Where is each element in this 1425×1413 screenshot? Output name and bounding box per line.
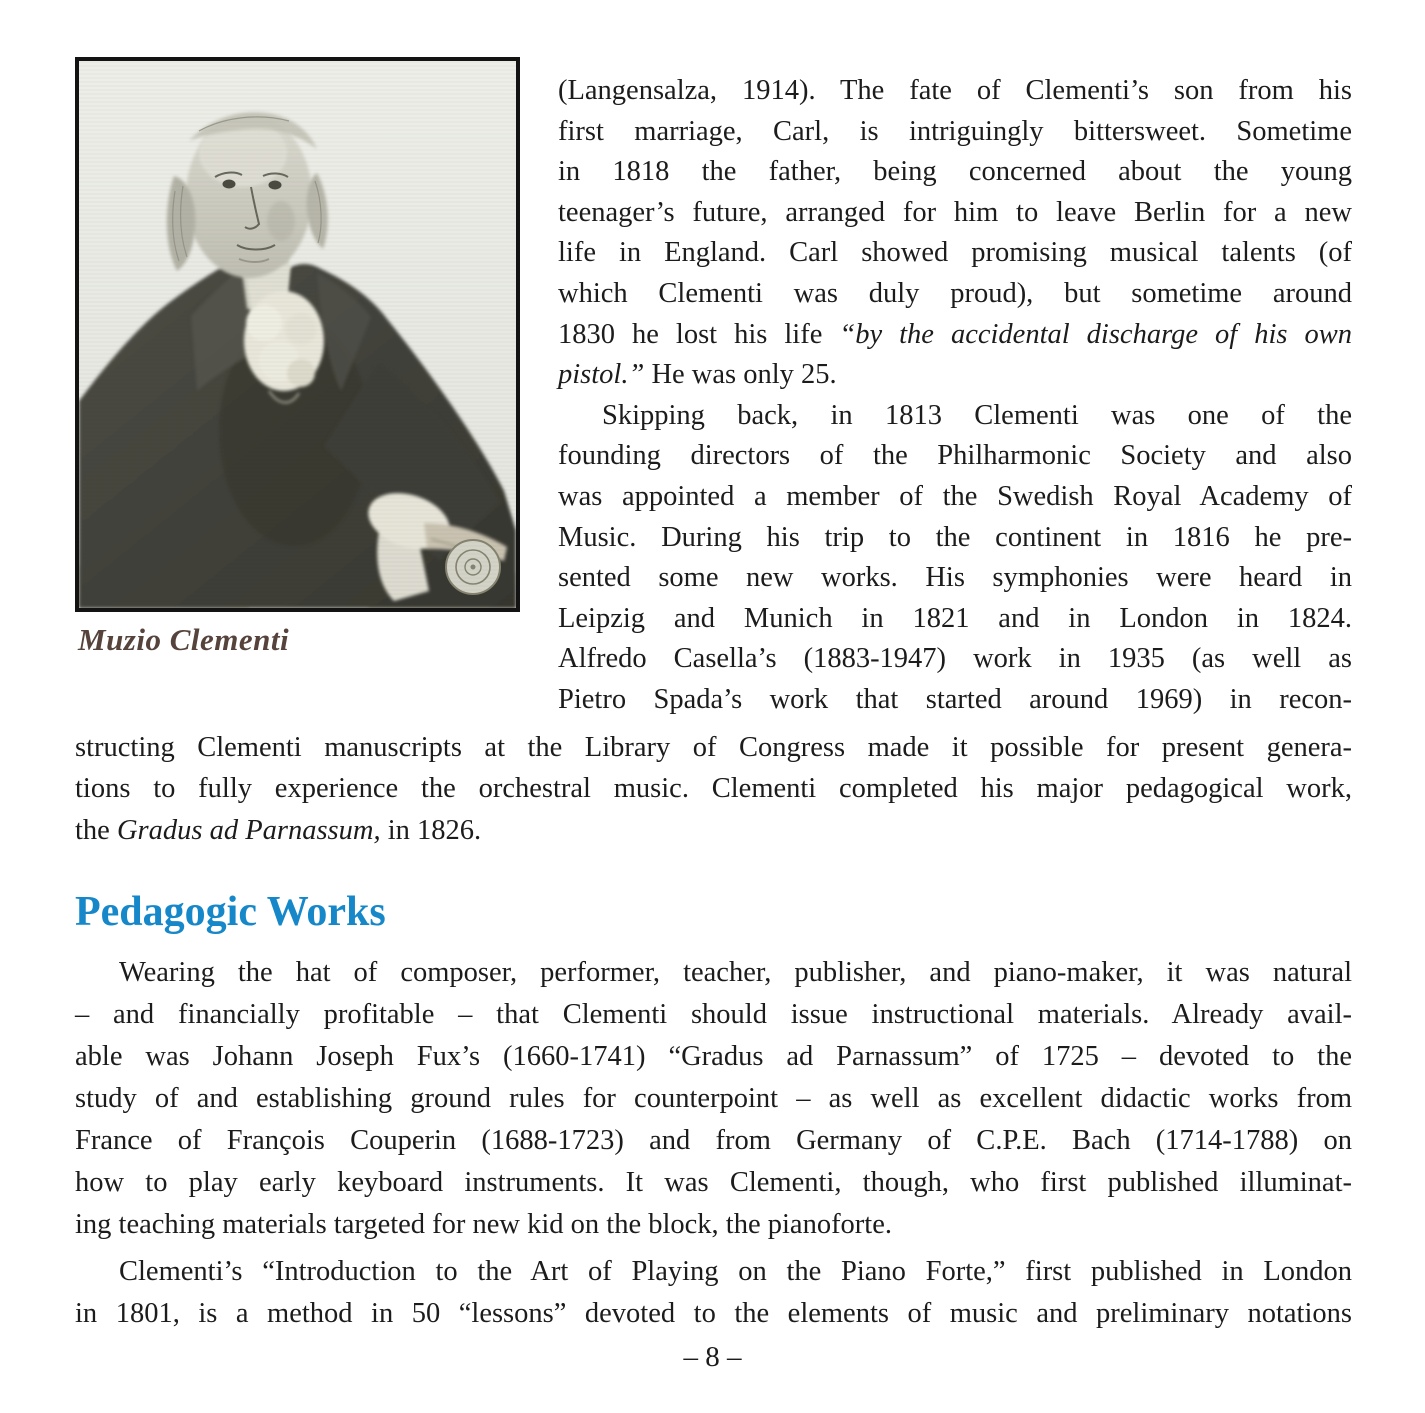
paragraph-closing [75, 1251, 1352, 1335]
text-line: first marriage, Carl, is intriguingly bittersweet. Sometime [558, 115, 1352, 147]
text-line: – and financially profitable – that Clementi should issue instructional materials. Already avail- [75, 999, 1352, 1030]
text-line: Pietro Spada’s work that started around 1969) in recon- [558, 683, 1352, 715]
body-continuation [75, 727, 1352, 851]
text-line: able was Johann Joseph Fux’s (1660-1741) “Gradus ad Parnassum” of 1725 – devoted to the [75, 1041, 1352, 1072]
paragraph-pedagogic [75, 952, 1352, 1246]
text-line: the Gradus ad Parnassum, in 1826. [75, 814, 482, 846]
section-heading: Pedagogic Works [75, 889, 386, 935]
text-line: structing Clementi manuscripts at the Library of Congress made it possible for present genera- [75, 732, 1352, 763]
text-line: teenager’s future, arranged for him to leave Berlin for a new [558, 196, 1352, 228]
body-column [558, 71, 1352, 721]
text-line: tions to fully experience the orchestral music. Clementi completed his major pedagogical work, [75, 773, 1352, 805]
text-line: which Clementi was duly proud), but sometime around [558, 277, 1352, 309]
text-line: founding directors of the Philharmonic Society and also [558, 440, 1352, 472]
text-line: Music. During his trip to the continent in 1816 he pre- [558, 521, 1352, 553]
text-line: study of and establishing ground rules for counterpoint – as well as excellent didactic works from [75, 1083, 1352, 1114]
page-number: – 8 – [683, 1341, 742, 1373]
text-line: how to play early keyboard instruments. It was Clementi, though, who first published illuminat- [75, 1167, 1352, 1198]
text-line: Clementi’s “Introduction to the Art of Playing on the Piano Forte,” first published in London [119, 1256, 1352, 1287]
portrait-frame [75, 57, 520, 612]
clementi-portrait-engraving [79, 61, 516, 608]
text-line: (Langensalza, 1914). The fate of Clementi’s son from his [558, 75, 1352, 106]
text-line: ing teaching materials targeted for new kid on the block, the pianoforte. [75, 1209, 892, 1240]
text-line: life in England. Carl showed promising musical talents (of [558, 237, 1352, 269]
text-line: France of François Couperin (1688-1723) and from Germany of C.P.E. Bach (1714-1788) on [75, 1125, 1352, 1156]
text-line: Leipzig and Munich in 1821 and in London in 1824. [558, 602, 1352, 634]
text-line: Alfredo Casella’s (1883-1947) work in 1935 (as well as [558, 643, 1352, 675]
text-line: Skipping back, in 1813 Clementi was one of the [602, 399, 1352, 431]
text-line: in 1818 the father, being concerned about the young [558, 156, 1352, 188]
text-line: sented some new works. His symphonies were heard in [558, 562, 1352, 594]
text-line: was appointed a member of the Swedish Royal Academy of [558, 480, 1352, 512]
text-line: Wearing the hat of composer, performer, teacher, publisher, and piano-maker, it was natural [119, 957, 1352, 988]
text-line: in 1801, is a method in 50 “lessons” devoted to the elements of music and preliminary notations [75, 1298, 1352, 1329]
portrait-caption: Muzio Clementi [78, 622, 290, 657]
text-line: pistol.” He was only 25. [558, 359, 837, 391]
text-line: 1830 he lost his life “by the accidental discharge of his own [558, 318, 1352, 350]
